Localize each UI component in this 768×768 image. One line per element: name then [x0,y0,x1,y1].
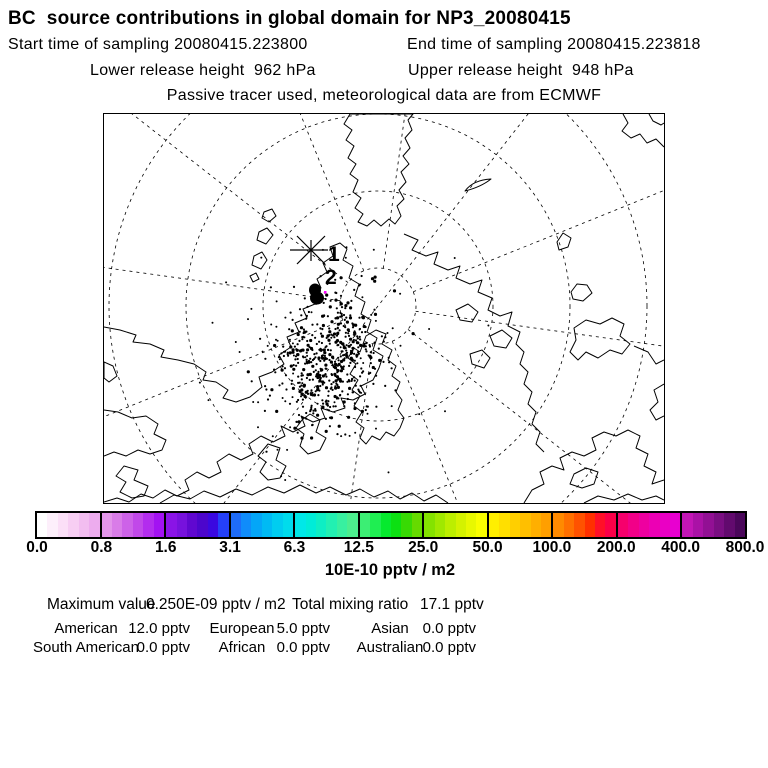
contribution-value: 5.0 pptv [276,620,330,637]
colorbar-cell [618,513,628,537]
colorbar-cell [262,513,272,537]
colorbar-cell [476,513,486,537]
colorbar-cell [187,513,197,537]
colorbar-cell [295,513,305,537]
colorbar-tick-label: 200.0 [596,539,636,556]
colorbar-cell [412,513,422,537]
colorbar-tick-label: 1.6 [154,539,177,556]
colorbar-cell [143,513,153,537]
pink-particle-dot [324,291,327,294]
colorbar-cell [102,513,112,537]
colorbar-cell [520,513,530,537]
colorbar-tick-label: 3.1 [219,539,241,556]
colorbar-cell [553,513,563,537]
upper-release-text: Upper release height 948 hPa [408,62,634,79]
trajectory-label-1: 1 [328,243,340,266]
colorbar-cell [326,513,336,537]
colorbar-cell [724,513,734,537]
colorbar-cell [574,513,584,537]
colorbar-cell [133,513,143,537]
colorbar-tick-label: 100.0 [532,539,572,556]
colorbar-cell [370,513,380,537]
page-title: BC source contributions in global domain for NP3_20080415 [8,8,571,29]
colorbar-tick-label: 400.0 [661,539,701,556]
release-blob [309,284,324,305]
colorbar-cell [154,513,164,537]
colorbar-cell [337,513,347,537]
colorbar-cell [489,513,499,537]
colorbar-cell [541,513,551,537]
colorbar-cell [670,513,680,537]
colorbar-tick-label: 0.0 [26,539,48,556]
colorbar-segment [422,513,487,537]
contribution-value: 0.0 pptv [276,639,330,656]
colorbar-cell [112,513,122,537]
colorbar-segment [358,513,423,537]
colorbar-cell [735,513,745,537]
lower-release-text: Lower release height 962 hPa [90,62,316,79]
colorbar-cell [47,513,57,537]
contribution-value: 0.0 pptv [422,620,476,637]
colorbar-cell [639,513,649,537]
colorbar-cell [360,513,370,537]
colorbar-cell [435,513,445,537]
colorbar-cell [208,513,218,537]
colorbar-cell [381,513,391,537]
colorbar-cell [197,513,207,537]
colorbar-cell [510,513,520,537]
max-value: 0.250E-09 pptv / m2 [146,596,286,613]
colorbar-cell [401,513,411,537]
colorbar-cell [166,513,176,537]
colorbar-tick-label: 50.0 [472,539,503,556]
graticule-grid [104,114,664,503]
colorbar-segment [229,513,294,537]
start-time-text: Start time of sampling 20080415.223800 [8,36,308,53]
colorbar-cell [89,513,99,537]
colorbar-cell [218,513,228,537]
end-time-text: End time of sampling 20080415.223818 [407,36,701,53]
colorbar-cell [68,513,78,537]
colorbar-cell [79,513,89,537]
total-ratio-label: Total mixing ratio [292,596,409,613]
colorbar-cell [391,513,401,537]
colorbar-cell [445,513,455,537]
colorbar-cell [58,513,68,537]
trajectory-label-2: 2 [325,266,337,289]
colorbar-cell [424,513,434,537]
contribution-region: South American [33,639,139,656]
colorbar-cell [466,513,476,537]
colorbar-segment [37,513,100,537]
colorbar [35,511,747,539]
colorbar-cell [272,513,282,537]
contribution-region: Australian [356,639,424,656]
colorbar-cell [531,513,541,537]
colorbar-cell [660,513,670,537]
max-value-label: Maximum value [47,596,156,613]
total-ratio-value: 17.1 pptv [420,596,484,613]
colorbar-cell [251,513,261,537]
colorbar-cell [241,513,251,537]
contribution-region: African [218,639,266,656]
colorbar-cell [628,513,638,537]
colorbar-cell [714,513,724,537]
colorbar-units-label: 10E-10 pptv / m2 [324,561,456,579]
colorbar-cell [595,513,605,537]
contribution-region: Asian [371,620,409,637]
map-canvas [104,114,664,503]
colorbar-segment [680,513,745,537]
colorbar-segment [293,513,358,537]
particle-cluster [199,246,490,481]
colorbar-cell [564,513,574,537]
contribution-value: 0.0 pptv [136,639,190,656]
contribution-region: American [54,620,118,637]
colorbar-cell [585,513,595,537]
colorbar-tick-label: 6.3 [283,539,306,556]
colorbar-cell [231,513,241,537]
colorbar-segment [164,513,229,537]
colorbar-cell [37,513,47,537]
colorbar-tick-label: 0.8 [90,539,113,556]
colorbar-cell [122,513,132,537]
colorbar-cell [306,513,316,537]
colorbar-cell [605,513,615,537]
colorbar-tick-label: 800.0 [725,539,765,556]
contribution-value: 0.0 pptv [422,639,476,656]
colorbar-segment [487,513,552,537]
colorbar-segment [551,513,616,537]
colorbar-cell [283,513,293,537]
colorbar-segment [616,513,681,537]
colorbar-cell [703,513,713,537]
colorbar-tick-label: 12.5 [343,539,374,556]
colorbar-cell [347,513,357,537]
contribution-value: 12.0 pptv [128,620,190,637]
colorbar-cell [693,513,703,537]
colorbar-cell [456,513,466,537]
colorbar-cell [499,513,509,537]
colorbar-segment [100,513,165,537]
polar-map [103,113,665,504]
colorbar-cell [316,513,326,537]
station-star-icon [290,236,328,264]
colorbar-cell [177,513,187,537]
tracer-note-text: Passive tracer used, meteorological data are from ECMWF [166,87,602,104]
coastlines [104,114,664,503]
contribution-region: European [209,620,275,637]
colorbar-cell [682,513,692,537]
colorbar-cell [649,513,659,537]
colorbar-tick-label: 25.0 [408,539,439,556]
